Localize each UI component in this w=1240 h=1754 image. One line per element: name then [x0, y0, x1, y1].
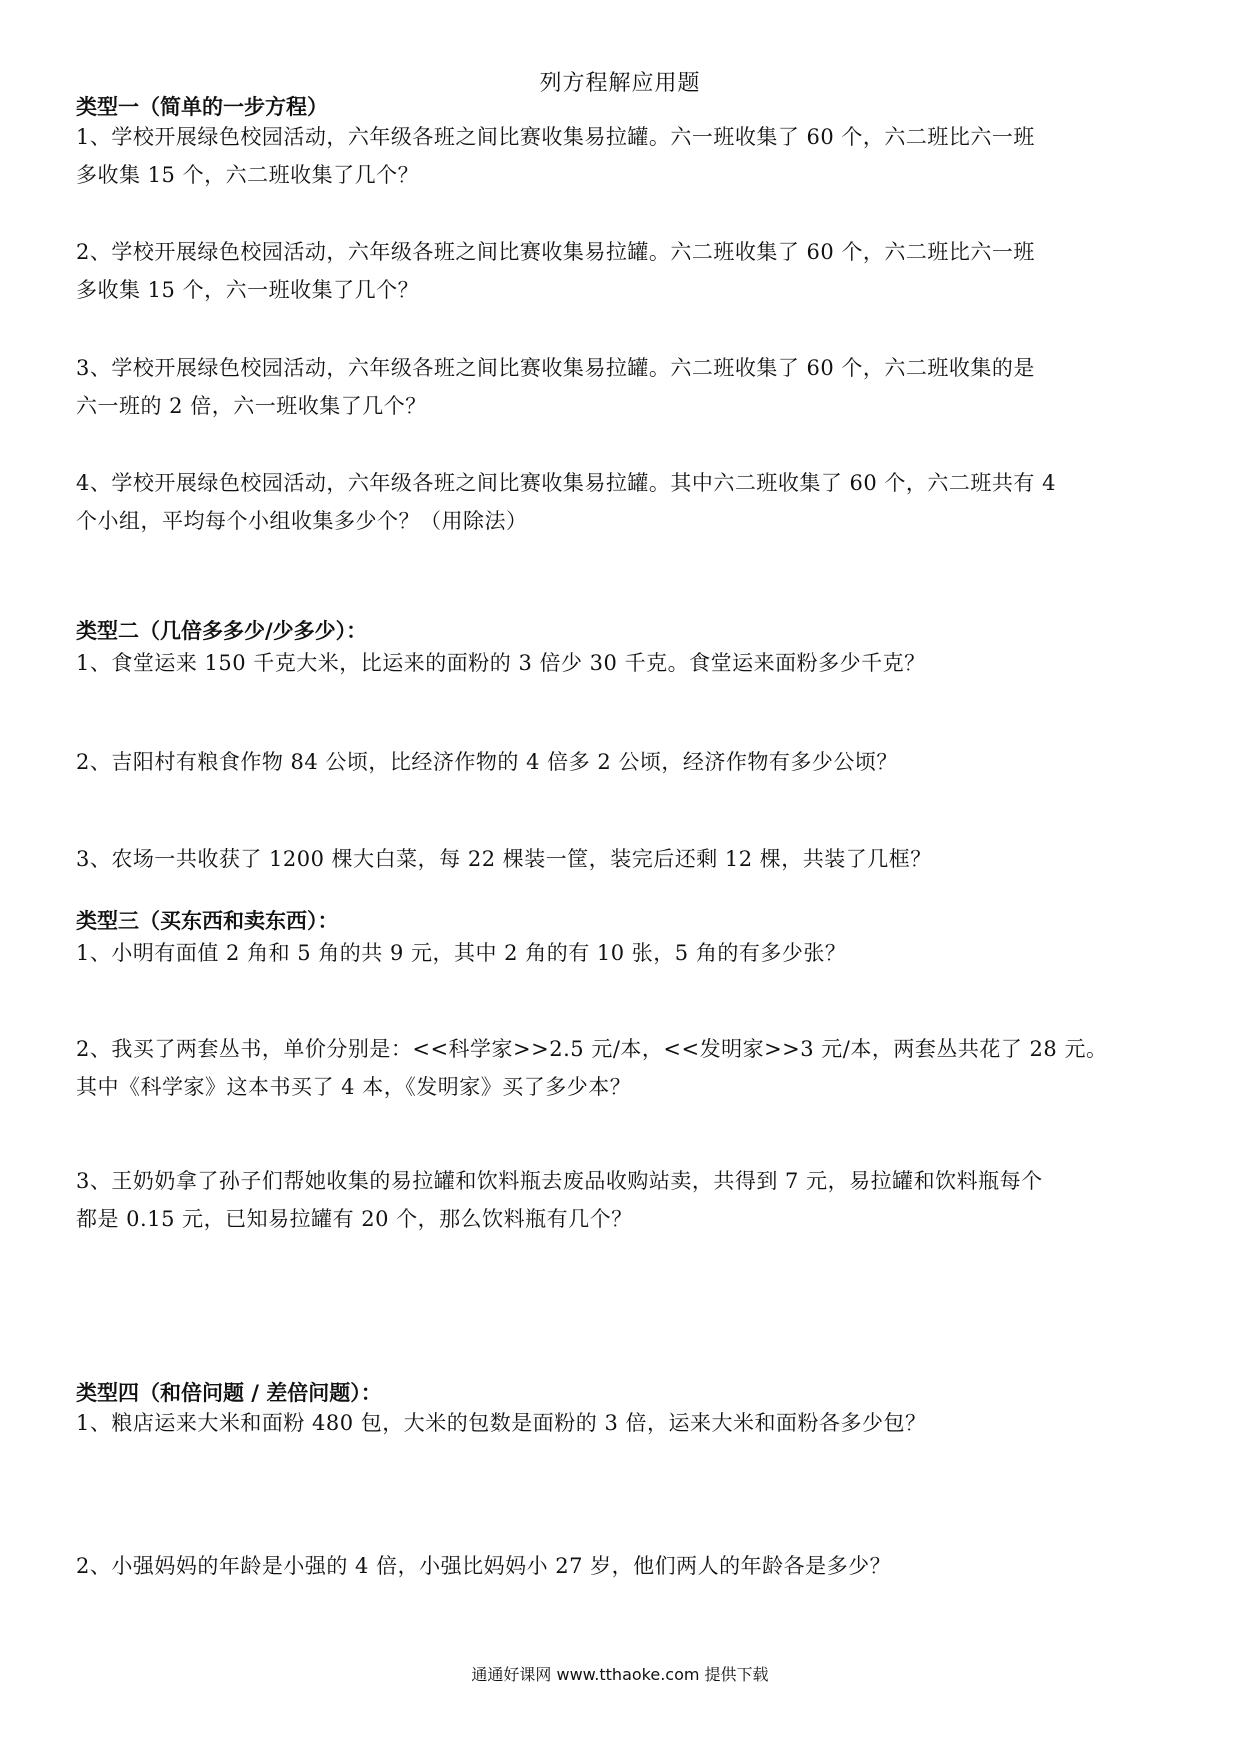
- section-heading-type-2: 类型二（几倍多多少/少多少）：: [76, 619, 368, 643]
- question-line: 2、我买了两套丛书，单价分别是：<<科学家>>2.5 元/本，<<发明家>>3 元/本，两套丛共花了 28 元。: [76, 1037, 1108, 1061]
- question-line: 1、小明有面值 2 角和 5 角的共 9 元，其中 2 角的有 10 张，5 角的有多少张？: [76, 941, 847, 965]
- question-line: 多收集 15 个，六二班收集了几个？: [76, 163, 420, 187]
- question-line: 个小组，平均每个小组收集多少个？（用除法）: [76, 509, 528, 533]
- question-2-1: [76, 644, 1176, 682]
- question-line: 1、学校开展绿色校园活动，六年级各班之间比赛收集易拉罐。六一班收集了 60 个，六二班比六一班: [76, 125, 1035, 149]
- section-heading-type-4: 类型四（和倍问题 / 差倍问题）：: [76, 1381, 382, 1405]
- question-1-1: [76, 118, 1176, 194]
- question-1-4: [76, 464, 1176, 540]
- question-2-3: [76, 840, 1176, 878]
- question-4-2: [76, 1547, 1176, 1585]
- question-line: 都是 0.15 元，已知易拉罐有 20 个，那么饮料瓶有几个？: [76, 1207, 633, 1231]
- question-2-2: [76, 743, 1176, 781]
- question-1-3: [76, 349, 1176, 425]
- question-line: 1、食堂运来 150 千克大米，比运来的面粉的 3 倍少 30 千克。食堂运来面粉多少千克？: [76, 651, 926, 675]
- question-line: 1、粮店运来大米和面粉 480 包，大米的包数是面粉的 3 倍，运来大米和面粉各多少包？: [76, 1411, 927, 1435]
- question-1-2: [76, 233, 1176, 309]
- question-line: 3、学校开展绿色校园活动，六年级各班之间比赛收集易拉罐。六二班收集了 60 个，六二班收集的是: [76, 356, 1035, 380]
- question-line: 4、学校开展绿色校园活动，六年级各班之间比赛收集易拉罐。其中六二班收集了 60 个，六二班共有 4: [76, 471, 1056, 495]
- question-line: 2、学校开展绿色校园活动，六年级各班之间比赛收集易拉罐。六二班收集了 60 个，六二班比六一班: [76, 240, 1035, 264]
- question-line: 3、王奶奶拿了孙子们帮她收集的易拉罐和饮料瓶去废品收购站卖，共得到 7 元，易拉罐和饮料瓶每个: [76, 1169, 1043, 1193]
- question-3-1: [76, 934, 1176, 972]
- page-footer: 通通好课网 www.tthaoke.com 提供下载: [471, 1665, 769, 1684]
- question-3-2: [76, 1030, 1176, 1106]
- section-heading-type-1: 类型一（简单的一步方程）: [76, 95, 328, 119]
- question-3-3: [76, 1162, 1176, 1238]
- question-line: 其中《科学家》这本书买了 4 本，《发明家》买了多少本？: [76, 1075, 632, 1099]
- question-line: 六一班的 2 倍，六一班收集了几个？: [76, 394, 427, 418]
- section-heading-type-3: 类型三（买东西和卖东西）：: [76, 909, 339, 933]
- question-line: 2、小强妈妈的年龄是小强的 4 倍，小强比妈妈小 27 岁，他们两人的年龄各是多少？: [76, 1554, 892, 1578]
- question-line: 多收集 15 个，六一班收集了几个？: [76, 278, 420, 302]
- question-line: 2、吉阳村有粮食作物 84 公顷，比经济作物的 4 倍多 2 公顷，经济作物有多少公顷？: [76, 750, 898, 774]
- question-line: 3、农场一共收获了 1200 棵大白菜，每 22 棵装一筐，装完后还剩 12 棵，共装了几框？: [76, 847, 932, 871]
- question-4-1: [76, 1404, 1176, 1442]
- page-title: 列方程解应用题: [539, 71, 701, 96]
